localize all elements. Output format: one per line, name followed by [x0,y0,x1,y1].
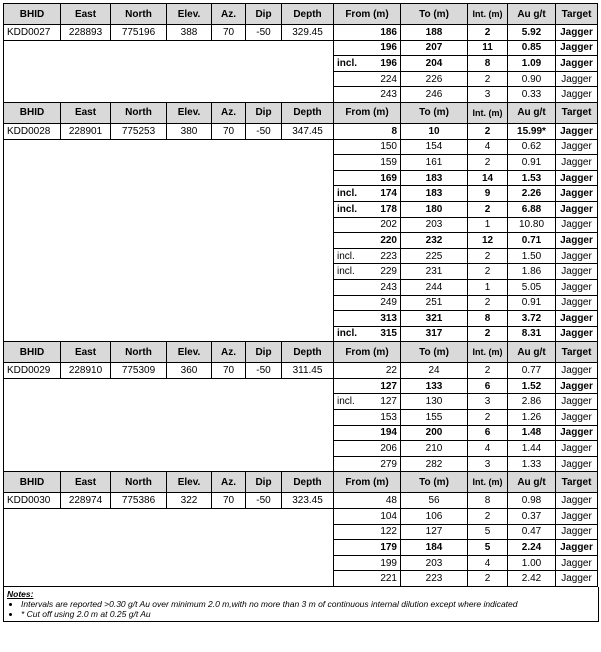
to-cell: 203 [401,555,468,571]
from-cell: 127 [334,378,401,394]
target-cell: Jagger [556,394,598,410]
int-cell: 8 [468,311,508,327]
from-cell: 243 [334,279,401,295]
incl-label: incl. [334,264,368,280]
au-cell: 1.48 [508,425,556,441]
header-north: North [111,102,167,123]
dip-cell: -50 [246,363,282,379]
header-east: East [61,342,111,363]
to-cell: 223 [401,571,468,587]
depth-cell: 311.45 [282,363,334,379]
dip-cell: -50 [246,25,282,41]
int-cell: 5 [468,540,508,556]
from-cell: 174 [368,186,401,202]
int-cell: 14 [468,170,508,186]
int-cell: 11 [468,40,508,56]
au-cell: 2.26 [508,186,556,202]
target-cell: Jagger [556,170,598,186]
header-elev: Elev. [167,102,212,123]
int-cell: 4 [468,139,508,155]
blank-area [4,378,334,472]
int-cell: 2 [468,123,508,139]
au-cell: 15.99* [508,123,556,139]
interval-row [4,40,598,56]
to-cell: 282 [401,456,468,472]
to-cell: 10 [401,123,468,139]
header-dip: Dip [246,472,282,493]
int-cell: 1 [468,279,508,295]
bhid-cell: KDD0027 [4,25,61,41]
header-target: Target [556,102,598,123]
dip-cell: -50 [246,493,282,509]
header-au: Au g/t [508,342,556,363]
az-cell: 70 [212,123,246,139]
note-item: • Intervals are reported >0.30 g/t Au over minimum 2.0 m,with no more than 3 m of continuous internal dilution except where indicated [21,599,595,609]
from-cell: 169 [334,170,401,186]
interval-row [4,25,598,41]
target-cell: Jagger [556,123,598,139]
au-cell: 0.33 [508,87,556,103]
drill-results-document [3,3,597,622]
target-cell: Jagger [556,25,598,41]
north-cell: 775309 [111,363,167,379]
header-north: North [111,342,167,363]
target-cell: Jagger [556,540,598,556]
header-to: To (m) [401,342,468,363]
target-cell: Jagger [556,441,598,457]
int-cell: 4 [468,441,508,457]
interval-row [4,139,598,155]
int-cell: 6 [468,425,508,441]
int-cell: 3 [468,394,508,410]
bhid-cell: KDD0028 [4,123,61,139]
au-cell: 2.86 [508,394,556,410]
header-row [4,4,598,25]
north-cell: 775386 [111,493,167,509]
to-cell: 155 [401,410,468,426]
incl-label: incl. [334,326,368,342]
interval-row [4,363,598,379]
from-cell: 186 [334,25,401,41]
incl-label: incl. [334,186,368,202]
to-cell: 161 [401,155,468,171]
drill-results-body [4,4,598,587]
to-cell: 183 [401,170,468,186]
au-cell: 8.31 [508,326,556,342]
from-cell: 279 [334,456,401,472]
east-cell: 228901 [61,123,111,139]
interval-row [4,509,598,525]
from-cell: 199 [334,555,401,571]
elev-cell: 360 [167,363,212,379]
int-cell: 1 [468,217,508,233]
to-cell: 130 [401,394,468,410]
au-cell: 5.05 [508,279,556,295]
header-to: To (m) [401,102,468,123]
east-cell: 228974 [61,493,111,509]
to-cell: 184 [401,540,468,556]
to-cell: 225 [401,248,468,264]
to-cell: 56 [401,493,468,509]
target-cell: Jagger [556,524,598,540]
target-cell: Jagger [556,363,598,379]
to-cell: 180 [401,201,468,217]
header-dip: Dip [246,4,282,25]
target-cell: Jagger [556,378,598,394]
elev-cell: 380 [167,123,212,139]
au-cell: 1.86 [508,264,556,280]
from-cell: 202 [334,217,401,233]
incl-label: incl. [334,248,368,264]
au-cell: 1.33 [508,456,556,472]
notes-title: Notes: [7,589,34,599]
from-cell: 224 [334,71,401,87]
header-elev: Elev. [167,472,212,493]
au-cell: 1.26 [508,410,556,426]
int-cell: 2 [468,264,508,280]
target-cell: Jagger [556,71,598,87]
header-az: Az. [212,472,246,493]
int-cell: 2 [468,410,508,426]
from-cell: 122 [334,524,401,540]
au-cell: 0.47 [508,524,556,540]
header-target: Target [556,4,598,25]
note-item: • * Cut off using 2.0 m at 0.25 g/t Au [21,609,595,619]
from-cell: 196 [334,40,401,56]
to-cell: 24 [401,363,468,379]
target-cell: Jagger [556,186,598,202]
depth-cell: 347.45 [282,123,334,139]
int-cell: 8 [468,493,508,509]
au-cell: 1.09 [508,56,556,72]
target-cell: Jagger [556,555,598,571]
to-cell: 317 [401,326,468,342]
target-cell: Jagger [556,264,598,280]
au-cell: 3.72 [508,311,556,327]
int-cell: 2 [468,295,508,311]
to-cell: 246 [401,87,468,103]
target-cell: Jagger [556,326,598,342]
target-cell: Jagger [556,56,598,72]
au-cell: 2.24 [508,540,556,556]
header-depth: Depth [282,4,334,25]
notes-section [3,587,599,622]
au-cell: 1.52 [508,378,556,394]
blank-area [4,40,334,102]
target-cell: Jagger [556,40,598,56]
north-cell: 775196 [111,25,167,41]
header-from: From (m) [334,472,401,493]
to-cell: 226 [401,71,468,87]
depth-cell: 329.45 [282,25,334,41]
target-cell: Jagger [556,295,598,311]
target-cell: Jagger [556,87,598,103]
to-cell: 321 [401,311,468,327]
header-row [4,102,598,123]
incl-label: incl. [334,394,368,410]
east-cell: 228910 [61,363,111,379]
to-cell: 251 [401,295,468,311]
header-int: Int. (m) [468,472,508,493]
header-int: Int. (m) [468,102,508,123]
to-cell: 207 [401,40,468,56]
header-elev: Elev. [167,4,212,25]
east-cell: 228893 [61,25,111,41]
target-cell: Jagger [556,248,598,264]
to-cell: 127 [401,524,468,540]
au-cell: 0.91 [508,295,556,311]
target-cell: Jagger [556,233,598,249]
header-east: East [61,102,111,123]
from-cell: 8 [334,123,401,139]
target-cell: Jagger [556,217,598,233]
au-cell: 1.50 [508,248,556,264]
target-cell: Jagger [556,155,598,171]
to-cell: 154 [401,139,468,155]
header-from: From (m) [334,4,401,25]
dip-cell: -50 [246,123,282,139]
au-cell: 10.80 [508,217,556,233]
from-cell: 223 [368,248,401,264]
from-cell: 206 [334,441,401,457]
to-cell: 244 [401,279,468,295]
target-cell: Jagger [556,201,598,217]
int-cell: 4 [468,555,508,571]
au-cell: 1.00 [508,555,556,571]
interval-row [4,493,598,509]
header-depth: Depth [282,102,334,123]
au-cell: 0.98 [508,493,556,509]
int-cell: 3 [468,456,508,472]
target-cell: Jagger [556,493,598,509]
int-cell: 2 [468,363,508,379]
au-cell: 0.90 [508,71,556,87]
target-cell: Jagger [556,571,598,587]
header-az: Az. [212,4,246,25]
au-cell: 1.53 [508,170,556,186]
to-cell: 133 [401,378,468,394]
az-cell: 70 [212,493,246,509]
from-cell: 104 [334,509,401,525]
from-cell: 153 [334,410,401,426]
int-cell: 8 [468,56,508,72]
header-dip: Dip [246,102,282,123]
int-cell: 2 [468,25,508,41]
elev-cell: 388 [167,25,212,41]
to-cell: 106 [401,509,468,525]
depth-cell: 323.45 [282,493,334,509]
from-cell: 315 [368,326,401,342]
to-cell: 183 [401,186,468,202]
az-cell: 70 [212,25,246,41]
header-bhid: BHID [4,102,61,123]
au-cell: 0.37 [508,509,556,525]
int-cell: 2 [468,509,508,525]
au-cell: 2.42 [508,571,556,587]
header-dip: Dip [246,342,282,363]
int-cell: 2 [468,71,508,87]
int-cell: 5 [468,524,508,540]
int-cell: 9 [468,186,508,202]
to-cell: 203 [401,217,468,233]
from-cell: 127 [368,394,401,410]
incl-label: incl. [334,56,368,72]
header-int: Int. (m) [468,4,508,25]
from-cell: 196 [368,56,401,72]
to-cell: 232 [401,233,468,249]
to-cell: 200 [401,425,468,441]
to-cell: 204 [401,56,468,72]
header-north: North [111,472,167,493]
from-cell: 178 [368,201,401,217]
header-target: Target [556,342,598,363]
from-cell: 179 [334,540,401,556]
from-cell: 48 [334,493,401,509]
to-cell: 210 [401,441,468,457]
header-to: To (m) [401,472,468,493]
bhid-cell: KDD0029 [4,363,61,379]
au-cell: 0.85 [508,40,556,56]
au-cell: 5.92 [508,25,556,41]
notes-list [7,599,595,619]
header-depth: Depth [282,472,334,493]
au-cell: 0.71 [508,233,556,249]
from-cell: 194 [334,425,401,441]
header-int: Int. (m) [468,342,508,363]
target-cell: Jagger [556,410,598,426]
blank-area [4,509,334,587]
target-cell: Jagger [556,456,598,472]
header-row [4,472,598,493]
header-bhid: BHID [4,4,61,25]
elev-cell: 322 [167,493,212,509]
header-elev: Elev. [167,342,212,363]
header-from: From (m) [334,342,401,363]
au-cell: 6.88 [508,201,556,217]
header-bhid: BHID [4,342,61,363]
header-east: East [61,4,111,25]
from-cell: 220 [334,233,401,249]
header-az: Az. [212,102,246,123]
from-cell: 221 [334,571,401,587]
int-cell: 12 [468,233,508,249]
az-cell: 70 [212,363,246,379]
from-cell: 249 [334,295,401,311]
from-cell: 159 [334,155,401,171]
interval-row [4,378,598,394]
north-cell: 775253 [111,123,167,139]
to-cell: 231 [401,264,468,280]
interval-row [4,123,598,139]
header-north: North [111,4,167,25]
target-cell: Jagger [556,279,598,295]
target-cell: Jagger [556,425,598,441]
from-cell: 150 [334,139,401,155]
from-cell: 243 [334,87,401,103]
au-cell: 0.77 [508,363,556,379]
au-cell: 0.91 [508,155,556,171]
to-cell: 188 [401,25,468,41]
header-au: Au g/t [508,102,556,123]
int-cell: 2 [468,248,508,264]
incl-label: incl. [334,201,368,217]
header-target: Target [556,472,598,493]
header-depth: Depth [282,342,334,363]
int-cell: 2 [468,326,508,342]
header-az: Az. [212,342,246,363]
blank-area [4,139,334,342]
from-cell: 313 [334,311,401,327]
int-cell: 2 [468,155,508,171]
header-from: From (m) [334,102,401,123]
int-cell: 2 [468,571,508,587]
au-cell: 1.44 [508,441,556,457]
int-cell: 3 [468,87,508,103]
header-bhid: BHID [4,472,61,493]
target-cell: Jagger [556,311,598,327]
int-cell: 6 [468,378,508,394]
header-east: East [61,472,111,493]
from-cell: 229 [368,264,401,280]
int-cell: 2 [468,201,508,217]
header-to: To (m) [401,4,468,25]
from-cell: 22 [334,363,401,379]
drill-results-table [3,3,598,587]
header-au: Au g/t [508,4,556,25]
target-cell: Jagger [556,139,598,155]
au-cell: 0.62 [508,139,556,155]
header-row [4,342,598,363]
bhid-cell: KDD0030 [4,493,61,509]
target-cell: Jagger [556,509,598,525]
header-au: Au g/t [508,472,556,493]
